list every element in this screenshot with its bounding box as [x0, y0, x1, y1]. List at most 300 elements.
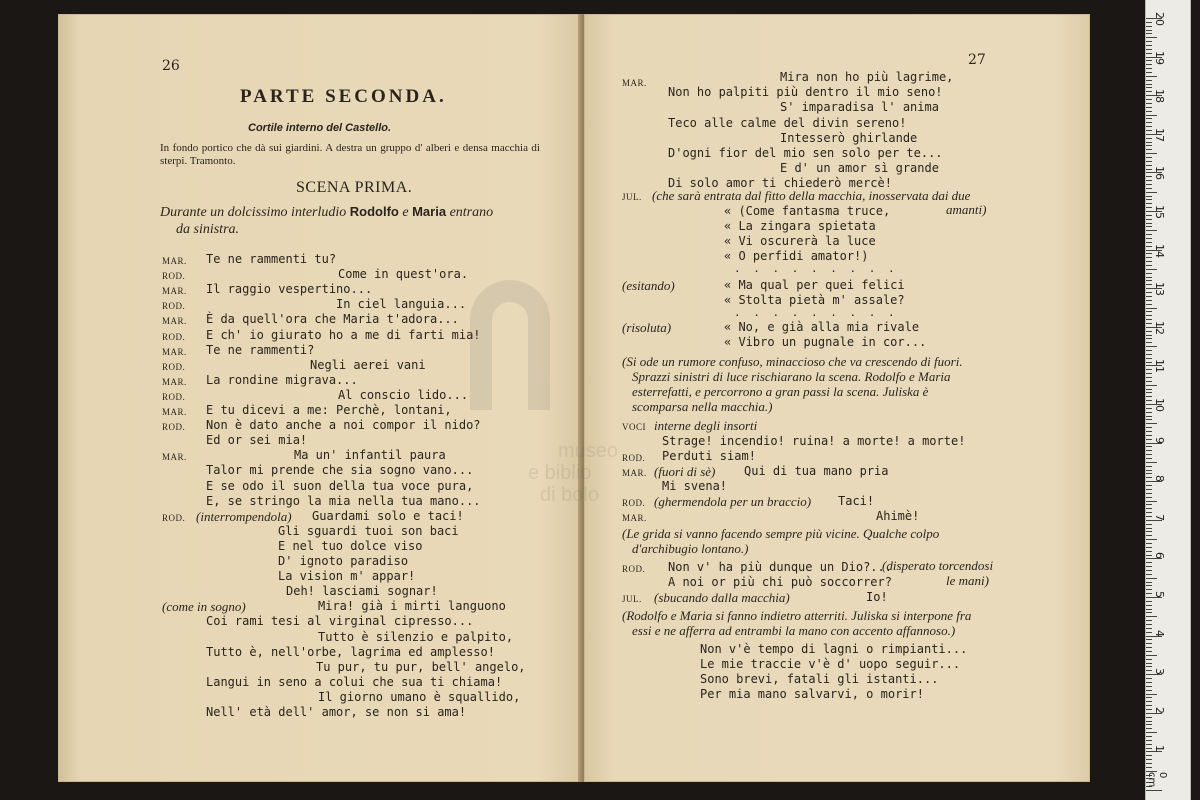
ruler-tick — [1146, 41, 1152, 42]
ruler-number: 3 — [1153, 668, 1166, 676]
ruler-tick — [1146, 439, 1152, 440]
ruler-tick — [1146, 122, 1152, 123]
ruler-tick — [1146, 84, 1152, 85]
stage-direction-block: esterrefatti, e percorrono a gran passi la scena. Juliska è — [632, 384, 929, 399]
ruler-tick — [1146, 246, 1152, 247]
stage-direction: (risoluta) — [622, 320, 672, 335]
ruler-number: 20 — [1153, 12, 1166, 26]
ruler-tick — [1146, 335, 1152, 336]
ruler-tick — [1146, 304, 1152, 305]
verse-line: Le mie traccie v'è d' uopo seguir... — [700, 657, 961, 671]
ruler-tick — [1146, 64, 1152, 65]
verse-line: Mi svena! — [662, 479, 728, 493]
verse-line: Ahimè! — [876, 509, 920, 523]
verse-line: Non ho palpiti più dentro il mio seno! — [668, 85, 943, 100]
setting-description: In fondo portico che dà sui giardini. A destra un gruppo d' alberi e densa macchia di sterpi. Tramonto. — [160, 142, 540, 167]
verse-line: Qui di tua mano pria — [744, 464, 889, 478]
stage-direction: (disperato torcendosi — [882, 558, 994, 573]
ruler-tick — [1146, 277, 1152, 278]
stage-direction-block: d'archibugio lontano.) — [632, 541, 749, 556]
ruler-tick — [1146, 663, 1152, 664]
verse-line: Nell' età dell' amor, se non si ama! — [206, 705, 467, 719]
ruler-number: 16 — [1153, 166, 1166, 181]
ruler-tick — [1146, 234, 1152, 235]
verse-line: Strage! incendio! ruina! a morte! a morte! — [662, 434, 966, 448]
ruler-tick — [1146, 358, 1152, 359]
ruler-tick — [1146, 593, 1152, 594]
ruler-tick — [1146, 346, 1157, 347]
ruler-tick — [1146, 512, 1152, 513]
speaker-label: JUL. — [622, 192, 642, 202]
speaker-label: ROD. — [162, 422, 186, 433]
scene-title: SCENA PRIMA. — [296, 179, 413, 196]
stage-direction-block: Sprazzi sinistri di luce rischiarano la scena. Rodolfo e Maria — [632, 369, 951, 384]
ruler-number: 13 — [1153, 282, 1166, 297]
ruler-tick — [1146, 33, 1152, 34]
stage-direction: amanti) — [946, 202, 987, 217]
ruler-number: 4 — [1153, 629, 1166, 637]
ruler-tick — [1146, 238, 1152, 239]
stage-direction: (ghermendola per un braccio) — [654, 494, 812, 509]
stage-name-maria: Maria — [412, 204, 447, 219]
ruler-tick — [1146, 763, 1152, 764]
ruler-tick — [1146, 416, 1152, 417]
ruler-tick — [1146, 582, 1152, 583]
ruler-tick — [1146, 145, 1152, 146]
ruler-number: 6 — [1153, 552, 1166, 560]
speaker-label: ROD. — [622, 453, 646, 463]
verse-line: Come in quest'ora. — [338, 267, 469, 282]
ruler-tick — [1146, 732, 1157, 733]
ruler-tick — [1146, 396, 1152, 397]
ruler-tick — [1146, 728, 1152, 729]
ruler-number: 10 — [1153, 398, 1166, 412]
verse-line: In ciel languia... — [336, 297, 467, 312]
ruler-tick — [1146, 99, 1152, 100]
ruler-tick — [1146, 60, 1152, 61]
ruler-tick — [1146, 508, 1152, 509]
ruler-tick — [1146, 744, 1152, 745]
ruler-tick — [1146, 45, 1152, 46]
ruler-tick — [1146, 531, 1152, 532]
ruler-tick — [1146, 574, 1152, 575]
stage-direction-block: (Rodolfo e Maria si fanno indietro atterriti. Juliska si interpone fra — [622, 608, 972, 623]
ruler-tick — [1146, 555, 1152, 556]
ruler-tick — [1146, 300, 1152, 301]
verse-line: Di solo amor ti chiederò mercè! — [668, 176, 892, 191]
verse-line: « O perfidi amator!) — [724, 249, 869, 263]
ruler-tick — [1146, 694, 1157, 695]
verse-line: « (Come fantasma truce, — [724, 204, 891, 218]
ruler-tick — [1146, 87, 1152, 88]
speaker-label: JUL. — [622, 594, 642, 604]
ruler-tick — [1146, 315, 1152, 316]
watermark-text: museo — [558, 440, 619, 462]
ruler-tick — [1146, 242, 1152, 243]
ruler-tick — [1146, 199, 1152, 200]
ruler-tick — [1146, 473, 1152, 474]
verse-line: Langui in seno a colui che sua ti chiama! — [206, 674, 503, 689]
stage-direction: (sbucando dalla macchia) — [654, 590, 790, 605]
ruler-tick — [1146, 566, 1152, 567]
verse-line: Intesserò ghirlande — [780, 130, 918, 145]
verse-line: D' ignoto paradiso — [278, 554, 409, 568]
ruler-tick — [1146, 458, 1152, 459]
ruler-tick — [1146, 107, 1152, 108]
ruler-tick — [1146, 184, 1152, 185]
ruler-tick — [1146, 620, 1152, 621]
ruler-tick — [1146, 547, 1152, 548]
ruler-tick — [1146, 446, 1152, 447]
stage-text-2: e — [402, 205, 409, 220]
ruler-tick — [1146, 400, 1152, 401]
ruler-tick — [1146, 30, 1152, 31]
speaker-label: MAR. — [622, 513, 647, 523]
ruler-tick — [1146, 485, 1152, 486]
speaker-label: MAR. — [162, 407, 187, 417]
right-page — [584, 14, 1090, 782]
ruler-tick — [1146, 118, 1152, 119]
verse-line: Teco alle calme del divin sereno! — [668, 115, 907, 130]
verse-line: E ch' io giurato ho a me di farti mia! — [206, 327, 481, 342]
ruler-tick — [1146, 188, 1152, 189]
verse-line: Io! — [866, 590, 888, 604]
ruler-tick — [1146, 126, 1152, 127]
ruler-tick — [1146, 605, 1152, 606]
ruler-tick — [1146, 767, 1152, 768]
ruler-number: 8 — [1153, 475, 1166, 483]
ruler-tick — [1146, 311, 1152, 312]
verse-line: « No, e già alla mia rivale — [724, 320, 920, 334]
ruler-tick — [1146, 412, 1152, 413]
ruler-number: 14 — [1153, 243, 1166, 258]
ruler-tick — [1146, 678, 1152, 679]
ruler-tick — [1146, 296, 1152, 297]
ruler-tick — [1146, 697, 1152, 698]
ruler-tick — [1146, 180, 1152, 181]
speaker-label: ROD. — [162, 271, 186, 282]
speaker-label: VOCI — [622, 422, 646, 432]
ruler-tick — [1146, 721, 1152, 722]
ruler-tick — [1146, 230, 1157, 231]
ruler-tick — [1146, 543, 1152, 544]
ruler-tick — [1146, 562, 1152, 563]
ruler-tick — [1146, 192, 1157, 193]
verse-line: Tu pur, tu pur, bell' angelo, — [316, 659, 526, 674]
ruler-tick — [1146, 37, 1157, 38]
ruler-tick — [1146, 72, 1152, 73]
stage-direction: (esitando) — [622, 278, 675, 293]
setting-title: Cortile interno del Castello. — [248, 122, 392, 134]
ruler-tick — [1146, 350, 1152, 351]
watermark-text: di bolo — [540, 484, 599, 506]
ruler-tick — [1146, 261, 1152, 262]
verse-line: Al conscio lido... — [338, 387, 469, 402]
ruler-tick — [1146, 284, 1152, 285]
ruler-number: 5 — [1153, 591, 1166, 598]
ruler-tick — [1146, 68, 1152, 69]
ruler-tick — [1146, 616, 1157, 617]
ruler-tick — [1146, 369, 1152, 370]
ruler-tick — [1146, 740, 1152, 741]
stage-direction: (come in sogno) — [162, 599, 246, 615]
ruler-tick — [1146, 269, 1157, 270]
ruler-tick — [1146, 253, 1152, 254]
ruler-number: 1 — [1153, 745, 1166, 753]
ruler-tick — [1146, 609, 1152, 610]
ruler-tick — [1146, 226, 1152, 227]
ruler-tick — [1146, 354, 1152, 355]
ruler-tick — [1146, 103, 1152, 104]
verse-line: D'ogni fior del mio sen solo per te... — [668, 146, 943, 160]
ruler-tick — [1146, 373, 1152, 374]
ruler-tick — [1146, 331, 1152, 332]
ruler-tick — [1146, 265, 1152, 266]
speaker-label: MAR. — [162, 256, 187, 266]
stage-direction: (interrompendola) — [196, 508, 292, 524]
verse-line: È da quell'ora che Maria t'adora... — [206, 312, 459, 327]
verse-line: La rondine migrava... — [206, 372, 358, 387]
ruler-tick — [1146, 435, 1152, 436]
watermark-text: e biblio — [528, 462, 592, 484]
measuring-ruler — [1146, 0, 1190, 800]
verse-line: Ed or sei mia! — [206, 433, 308, 448]
speaker-label: MAR. — [622, 468, 647, 478]
speaker-label: ROD. — [622, 564, 646, 574]
ruler-tick — [1146, 601, 1152, 602]
ruler-tick — [1146, 273, 1152, 274]
verse-line: A noi or più chi può soccorrer? — [668, 575, 892, 589]
verse-line: Perduti siam! — [662, 449, 756, 463]
stage-text-3: entrano — [449, 205, 494, 220]
verse-line: Guardami solo e taci! — [312, 508, 464, 523]
verse-line: Tutto è, nell'orbe, lagrima ed amplesso! — [206, 644, 495, 659]
ruler-tick — [1146, 497, 1152, 498]
ruler-tick — [1146, 690, 1152, 691]
ruler-tick — [1146, 138, 1152, 139]
ruler-tick — [1146, 493, 1152, 494]
ruler-number: 7 — [1153, 513, 1166, 521]
ruler-tick — [1146, 755, 1152, 756]
stage-direction-block: essi e ne afferra ad entrambi la mano con accento affannoso.) — [632, 623, 956, 638]
speaker-label: MAR. — [162, 346, 187, 357]
ruler-tick — [1146, 632, 1152, 633]
ruler-tick — [1146, 551, 1152, 552]
ruler-tick — [1146, 504, 1152, 505]
ruler-tick — [1146, 219, 1152, 220]
ruler-tick — [1146, 570, 1152, 571]
page-number-left: 26 — [162, 58, 180, 74]
ruler-tick — [1146, 176, 1152, 177]
open-book — [58, 14, 1090, 782]
ruler-tick — [1146, 670, 1152, 671]
ruler-number: 19 — [1153, 50, 1166, 65]
stage-direction-block: (Si ode un rumore confuso, minaccioso che va crescendo di fuori. — [622, 354, 963, 369]
ruler-tick — [1146, 462, 1157, 463]
ruler-tick — [1146, 639, 1152, 640]
ruler-tick — [1146, 655, 1157, 656]
speaker-label: ROD. — [162, 301, 186, 312]
ruler-tick — [1146, 49, 1152, 50]
speaker-label: ROD. — [162, 331, 186, 342]
verse-line: Il giorno umano è squallido, — [318, 689, 521, 704]
ruler-tick — [1146, 26, 1152, 27]
verse-line: S' imparadisa l' anima — [780, 100, 939, 115]
ruler-tick — [1146, 717, 1152, 718]
ruler-tick — [1146, 381, 1152, 382]
ruler-tick — [1146, 470, 1152, 471]
verse-line: E, se stringo la mia nella tua mano... — [206, 493, 481, 508]
speaker-label: ROD. — [162, 512, 186, 523]
ruler-tick — [1146, 392, 1152, 393]
verse-line: E se odo il suon della tua voce pura, — [206, 478, 474, 493]
verse-line: « Stolta pietà m' assale? — [724, 293, 905, 307]
ruler-tick — [1146, 280, 1152, 281]
ruler-tick — [1146, 319, 1152, 320]
watermark-logo — [470, 280, 550, 410]
ruler-tick — [1146, 578, 1157, 579]
ruler-tick — [1146, 589, 1152, 590]
ruler-tick — [1146, 659, 1152, 660]
ruler-tick — [1146, 292, 1152, 293]
verse-line: Ma un' infantil paura — [294, 448, 446, 463]
ruler-number: 15 — [1153, 205, 1166, 219]
verse-line: Talor mi prende che sia sogno vano... — [206, 463, 474, 478]
verse-line: Non è dato anche a noi compor il nido? — [206, 418, 481, 433]
stage-text-1: Durante un dolcissimo interludio — [160, 205, 347, 220]
verse-line: Te ne rammenti tu? — [206, 252, 337, 266]
ruler-tick — [1146, 524, 1152, 525]
verse-line: « La zingara spietata — [724, 219, 876, 233]
verse-line: La vision m' appar! — [278, 569, 416, 584]
page-number-right: 27 — [968, 52, 986, 68]
ruler-number: 17 — [1153, 127, 1166, 142]
speaker-label: ROD. — [162, 391, 186, 402]
stage-direction: (che sarà entrata dal fitto della macchia, inosservata dai due — [652, 188, 971, 203]
ruler-number: 9 — [1153, 436, 1166, 444]
ruler-tick — [1146, 115, 1157, 116]
ruler-tick — [1146, 724, 1152, 725]
ruler-tick — [1146, 628, 1152, 629]
stage-direction-opening — [160, 204, 493, 221]
ruler-tick — [1146, 157, 1152, 158]
ruler-tick — [1146, 624, 1152, 625]
ruler-tick — [1146, 338, 1152, 339]
ruler-tick — [1146, 165, 1152, 166]
ruler-tick — [1146, 153, 1157, 154]
ruler-tick — [1146, 477, 1152, 478]
ruler-tick — [1146, 257, 1152, 258]
speaker-label: ROD. — [622, 498, 646, 508]
verse-line: Non v' ha più dunque un Dio?... — [668, 560, 892, 574]
verse-line: Il raggio vespertino... — [206, 282, 373, 297]
ruler-tick — [1146, 385, 1157, 386]
ruler-tick — [1146, 643, 1152, 644]
verse-line: Mira! già i mirti languono — [318, 599, 506, 614]
ruler-tick — [1146, 454, 1152, 455]
speaker-label: MAR. — [162, 316, 187, 327]
ruler-tick — [1146, 223, 1152, 224]
verse-line: Non v'è tempo di lagni o rimpianti... — [700, 642, 968, 656]
ruler-tick — [1146, 377, 1152, 378]
ruler-tick — [1146, 362, 1152, 363]
verse-line: Mira non ho più lagrime, — [780, 70, 954, 84]
ruler-tick — [1146, 431, 1152, 432]
ruler-tick — [1146, 22, 1152, 23]
ruler-tick — [1146, 705, 1152, 706]
stage-direction: le mani) — [946, 573, 989, 588]
ruler-number: 12 — [1153, 320, 1166, 335]
ruler-tick — [1146, 419, 1152, 420]
ruler-tick — [1146, 215, 1152, 216]
ruler-tick — [1146, 427, 1152, 428]
ruler-tick — [1146, 408, 1152, 409]
verse-line: Sono brevi, fatali gli istanti... — [700, 672, 939, 686]
verse-line: « Ma qual per quei felici — [724, 278, 905, 292]
ruler-tick — [1146, 169, 1152, 170]
ruler-tick — [1146, 323, 1152, 324]
act-title: PARTE SECONDA. — [240, 86, 447, 107]
ruler-tick — [1146, 539, 1157, 540]
ruler-tick — [1146, 111, 1152, 112]
stage-direction-opening-2: da sinistra. — [176, 222, 240, 237]
ruler-tick — [1146, 149, 1152, 150]
verse-line: Coi rami tesi al virginal cipresso... — [206, 614, 474, 629]
ruler-tick — [1146, 516, 1152, 517]
ruler-tick — [1146, 535, 1152, 536]
ruler-tick — [1146, 203, 1152, 204]
ruler-tick — [1146, 585, 1152, 586]
stage-direction: interne degli insorti — [654, 418, 758, 433]
speaker-label: MAR. — [162, 452, 187, 463]
speaker-label: ROD. — [162, 361, 186, 372]
stage-direction-block: scomparsa nella macchia.) — [632, 399, 773, 414]
verse-line: Tutto è silenzio e palpito, — [318, 629, 514, 644]
ruler-tick — [1146, 647, 1152, 648]
ruler-tick — [1146, 528, 1152, 529]
stage-name-rodolfo: Rodolfo — [349, 204, 399, 219]
ruler-tick — [1146, 701, 1152, 702]
ellipsis-dots: . . . . . . . . . — [734, 306, 898, 319]
ruler-tick — [1146, 130, 1152, 131]
ruler-tick — [1146, 80, 1152, 81]
ruler-tick — [1146, 666, 1152, 667]
ruler-tick — [1146, 651, 1152, 652]
ruler-tick — [1146, 207, 1152, 208]
stage-direction: (fuori di sè) — [654, 464, 716, 479]
verse-line: E tu dicevi a me: Perchè, lontani, — [206, 403, 452, 417]
speaker-label: MAR. — [162, 376, 187, 387]
verse-line: Taci! — [838, 494, 875, 508]
ruler-tick — [1146, 682, 1152, 683]
ruler-tick — [1146, 612, 1152, 613]
verse-line: Te ne rammenti? — [206, 342, 315, 357]
ruler-number: 18 — [1153, 89, 1166, 104]
ruler-tick — [1146, 748, 1152, 749]
ruler-tick — [1146, 76, 1157, 77]
verse-line: E d' un amor sì grande — [780, 161, 939, 176]
ruler-tick — [1146, 423, 1157, 424]
ellipsis-dots: . . . . . . . . . — [734, 262, 898, 275]
ruler-tick — [1146, 450, 1152, 451]
ruler-unit-label: 0 cm — [1146, 772, 1168, 788]
stage-direction-block: (Le grida si vanno facendo sempre più vicine. Qualche colpo — [622, 526, 940, 541]
ruler-tick — [1146, 142, 1152, 143]
verse-line: Gli sguardi tuoi son baci — [278, 523, 459, 538]
ruler-tick — [1146, 501, 1157, 502]
ruler-tick — [1146, 709, 1152, 710]
verse-line: « Vi oscurerà la luce — [724, 234, 876, 248]
